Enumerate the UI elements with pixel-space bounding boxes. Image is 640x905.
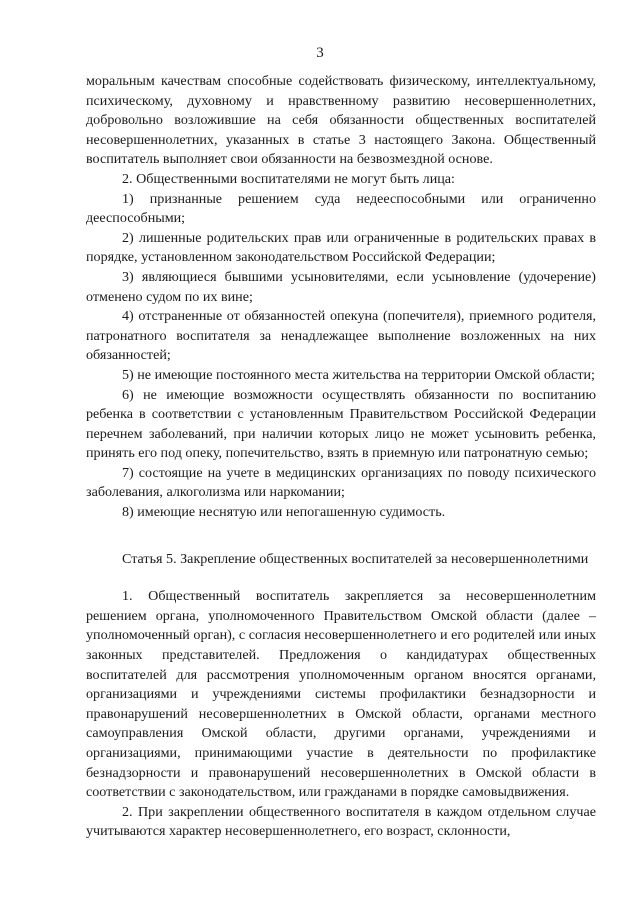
document-body	[86, 72, 596, 842]
list-item-6: 6) не имеющие возможности осуществлять обязанности по воспитанию ребенка в соответствии с установленным Правительством Российской Федерации перечнем заболеваний, при наличии которых лицо не может усыновить ребенка, принять его под опеку, попечительство, взять в приемную или патронатную семью;	[86, 386, 596, 462]
article-paragraph-1: 1. Общественный воспитатель закрепляется за несовершеннолетним решением органа, уполномоченного Правительством Омской области (далее – уполномоченный орган), с согласия несовершеннолетнего и его родителей или иных законных представителей. Предложения о кандидатурах общественных воспитателей для рассмотрения уполномоченным органом вносятся органами, организациями и учреждениями системы профилактики безнадзорности и правонарушений несовершеннолетних в Омской области, органами местного самоуправления Омской области, другими органами, учреждениями и организациями, принимающими участие в деятельности по профилактике безнадзорности и правонарушений несовершеннолетних в Омской области в соответствии с законодательством, или гражданами в порядке самовыдвижения.	[86, 588, 596, 801]
list-item-8: 8) имеющие неснятую или непогашенную судимость.	[122, 504, 446, 521]
paragraph-clause-2: 2. Общественными воспитателями не могут быть лица:	[122, 170, 455, 187]
article-heading: Статья 5. Закрепление общественных воспитателей за несовершеннолетними	[122, 550, 589, 567]
list-item-5: 5) не имеющие постоянного места жительства на территории Омской области;	[122, 366, 595, 383]
list-item-7: 7) состоящие на учете в медицинских организациях по поводу психического заболевания, алкоголизма или наркомании;	[86, 464, 596, 501]
list-item-3: 3) являющиеся бывшими усыновителями, если усыновление (удочерение) отменено судом по их вине;	[86, 268, 596, 305]
article-paragraph-2: 2. При закреплении общественного воспитателя в каждом отдельном случае учитываются характер несовершеннолетнего, его возраст, склонности,	[86, 803, 596, 840]
page-number: 3	[316, 45, 324, 61]
list-item-2: 2) лишенные родительских прав или ограниченные в родительских правах в порядке, установленном законодательством Российской Федерации;	[86, 229, 596, 266]
list-item-4: 4) отстраненные от обязанностей опекуна (попечителя), приемного родителя, патронатного воспитателя за ненадлежащее выполнение возложенных на них обязанностей;	[86, 308, 596, 364]
list-item-1: 1) признанные решением суда недееспособными или ограниченно дееспособными;	[86, 190, 596, 227]
paragraph-continuation: моральным качествам способные содействовать физическому, интеллектуальному, психическому, духовному и нравственному развитию несовершеннолетних, добровольно возложившие на себя обязанности общественных воспитателей несовершеннолетних, указанных в статье 3 настоящего Закона. Общественный воспитатель выполняет свои обязанности на безвозмездной основе.	[86, 73, 596, 168]
